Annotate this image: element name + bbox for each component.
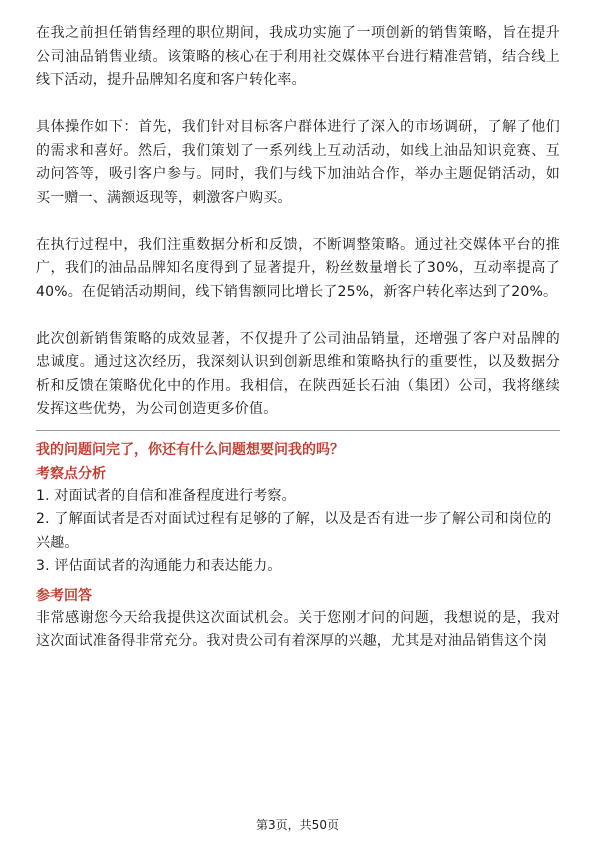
- analysis-item: 1. 对面试者的自信和准备程度进行考察。: [36, 487, 296, 504]
- analysis-item: 3. 评估面试者的沟通能力和表达能力。: [36, 558, 282, 574]
- document-body: [36, 22, 560, 654]
- analysis-item: 2. 了解面试者是否对面试过程有足够的了解，以及是否有进一步了解公司和岗位的兴趣。: [36, 511, 552, 551]
- paragraph-gap: [36, 304, 560, 328]
- paragraph-gap: [36, 210, 560, 234]
- paragraph-execution: 在执行过程中，我们注重数据分析和反馈，不断调整策略。通过社交媒体平台的推广，我们的油品品牌知名度得到了显著提升，粉丝数量增长了30%，互动率提高了40%。在促销活动期间，线下销售额同比增长了25%，新客户转化率达到了20%。: [36, 236, 560, 300]
- paragraph-intro: 在我之前担任销售经理的职位期间，我成功实施了一项创新的销售策略，旨在提升公司油品销售业绩。该策略的核心在于利用社交媒体平台进行精准营销，结合线上线下活动，提升品牌知名度和客户转化率。: [36, 25, 560, 88]
- answer-text: 非常感谢您今天给我提供这次面试机会。关于您刚才问的问题，我想说的是，我对这次面试准备得非常充分。我对贵公司有着深厚的兴趣，尤其是对油品销售这个岗: [36, 609, 560, 649]
- interview-question: 我的问题问完了，你还有什么问题想要问我的吗？: [36, 441, 344, 458]
- paragraph-conclusion: 此次创新销售策略的成效显著，不仅提升了公司油品销量，还增强了客户对品牌的忠诚度。通过这次经历，我深刻认识到创新思维和策略执行的重要性，以及数据分析和反馈在策略优化中的作用。我相信，在陕西延长石油（集团）公司，我将继续发挥这些优势，为公司创造更多价值。: [36, 330, 560, 417]
- paragraph-operations: 具体操作如下：首先，我们针对目标客户群体进行了深入的市场调研，了解了他们的需求和喜好。然后，我们策划了一系列线上互动活动，如线上油品知识竞赛、互动问答等，吸引客户参与。同时，我们与线下加油站合作，举办主题促销活动，如买一赠一、满额返现等，刺激客户购买。: [36, 119, 560, 206]
- page-number: 第3页，共50页: [256, 818, 339, 832]
- paragraph-gap: [36, 93, 560, 117]
- section-divider: [36, 430, 560, 431]
- analysis-heading: 考察点分析: [36, 465, 106, 482]
- answer-heading: 参考回答: [36, 587, 92, 604]
